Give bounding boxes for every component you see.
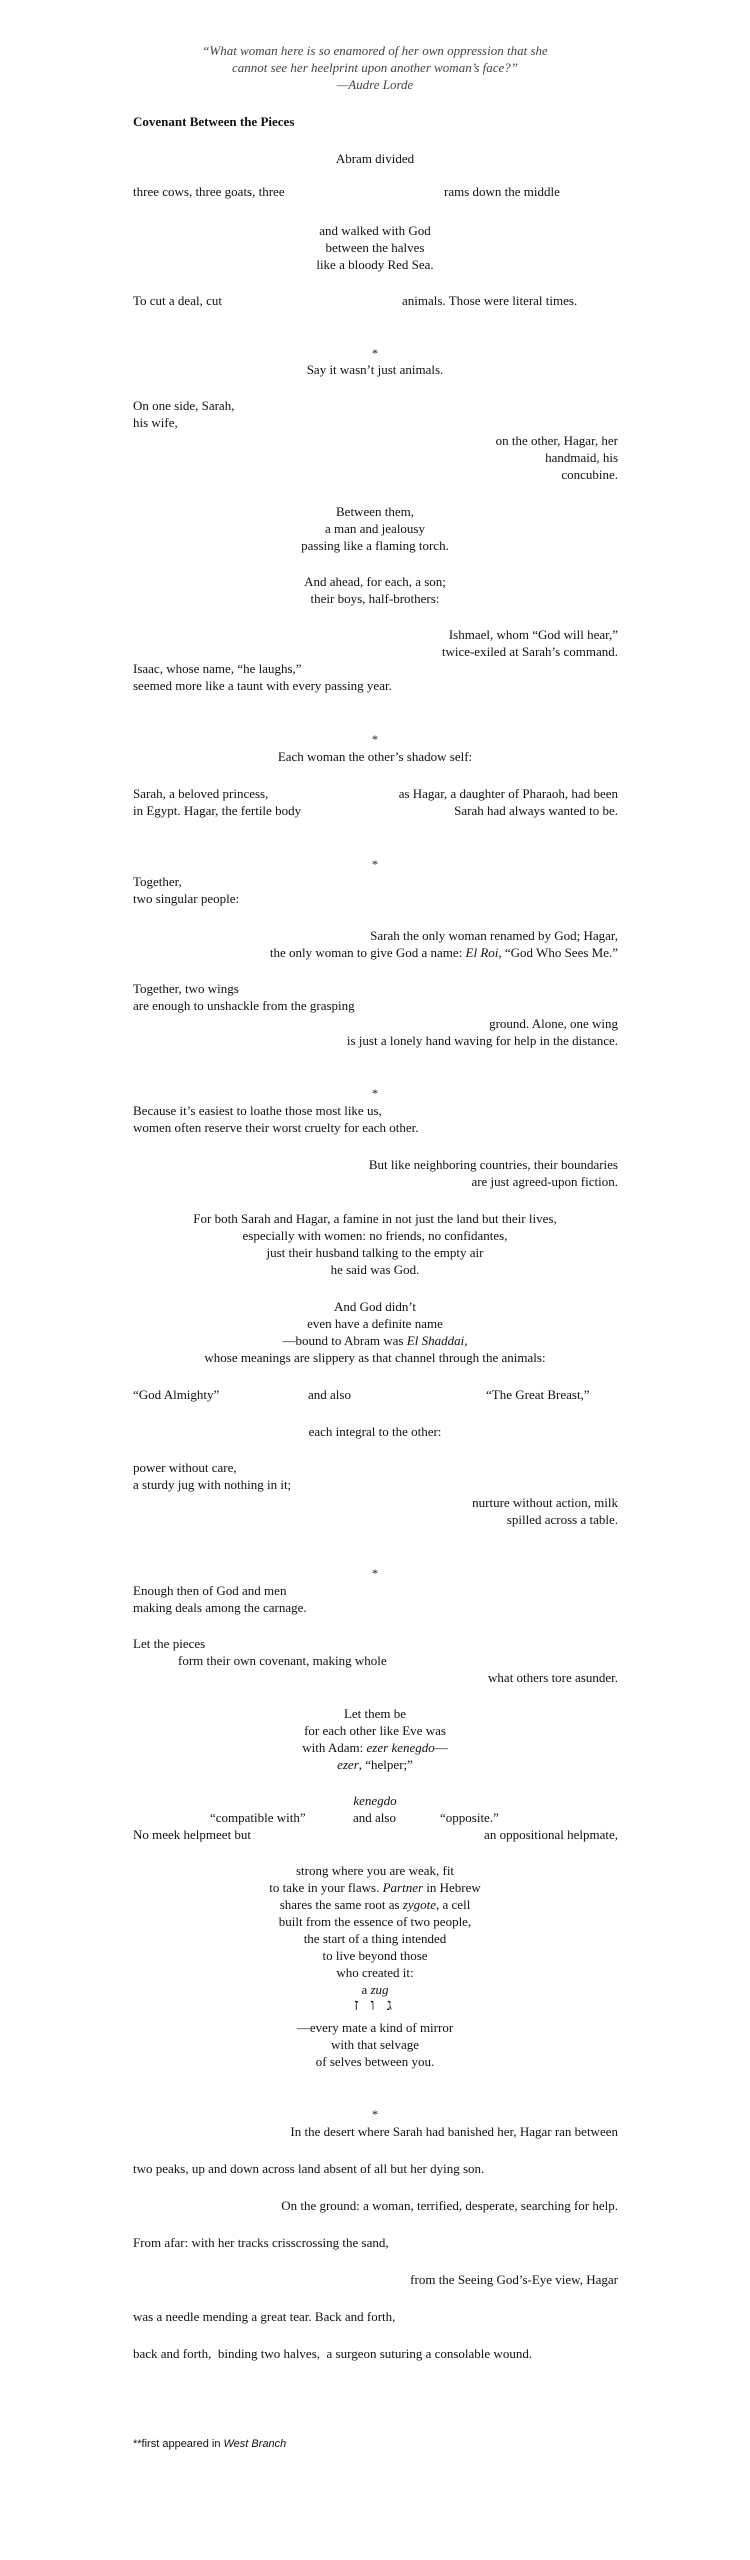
poem-line: a man and jealousy: [325, 521, 425, 536]
poem-line: back and forth, binding two halves, a surgeon suturing a consolable wound.: [133, 2346, 533, 2361]
footnote: [133, 2436, 286, 2453]
poem-line: To cut a deal, cut: [133, 293, 222, 308]
poem-line: an oppositional helpmate,: [484, 1827, 618, 1842]
poem-line: and also: [308, 1387, 351, 1402]
epigraph-attribution: —Audre Lorde: [336, 77, 414, 92]
italic-span: ezer kenegdo: [366, 1740, 435, 1755]
poem-line: making deals among the carnage.: [133, 1600, 307, 1615]
text-span: with Adam:: [302, 1740, 367, 1755]
poem-line: Let them be: [343, 1706, 407, 1721]
italic-span: ezer: [337, 1757, 359, 1772]
poem-line: are enough to unshackle from the grasping: [133, 998, 355, 1013]
poem-line: Together,: [133, 874, 182, 889]
hebrew-letters: ג ו ז: [354, 1997, 396, 2014]
poem-line: [0, 1879, 750, 1896]
poem-line: In the desert where Sarah had banished her, Hagar ran between: [290, 2124, 618, 2139]
poem-line: especially with women: no friends, no confidantes,: [242, 1228, 508, 1243]
text-span: a: [361, 1982, 371, 1997]
poem-line: on the other, Hagar, her: [495, 433, 618, 448]
poem-line: nurture without action, milk: [472, 1495, 618, 1510]
section-break-asterisk: *: [372, 2107, 378, 2121]
text-span: , “God Who Sees Me.”: [498, 945, 618, 960]
poem-line: From afar: with her tracks crisscrossing the sand,: [133, 2235, 389, 2250]
poem-line: their boys, half-brothers:: [310, 591, 440, 606]
poem-line: Sarah the only woman renamed by God; Hagar,: [370, 928, 618, 943]
poem-line: Each woman the other’s shadow self:: [277, 749, 473, 764]
poem-line: Ishmael, whom “God will hear,”: [448, 627, 618, 642]
text-span: the only woman to give God a name:: [269, 945, 466, 960]
poem-line: And God didn’t: [333, 1299, 417, 1314]
section-break-asterisk: *: [372, 857, 378, 871]
poem-line: [270, 944, 618, 961]
poem-line: “God Almighty”: [133, 1387, 220, 1402]
poem-line: twice-exiled at Sarah’s command.: [441, 644, 618, 659]
section-break-asterisk: *: [372, 1086, 378, 1100]
epigraph-line: cannot see her heelprint upon another woman’s face?”: [231, 60, 519, 75]
italic-span: El Roi: [465, 945, 499, 960]
poem-line: ground. Alone, one wing: [489, 1016, 618, 1031]
poem-line: Isaac, whose name, “he laughs,”: [133, 661, 302, 676]
poem-line: form their own covenant, making whole: [178, 1653, 387, 1668]
section-break-asterisk: *: [372, 346, 378, 360]
poem-line: like a bloody Red Sea.: [316, 257, 434, 272]
section-break-asterisk: *: [372, 732, 378, 746]
poem-line: he said was God.: [330, 1262, 420, 1277]
poem-line: and walked with God: [319, 223, 431, 238]
poem-line: even have a definite name: [307, 1316, 443, 1331]
poem-line: [0, 1756, 750, 1773]
poem-line: Sarah had always wanted to be.: [454, 803, 618, 818]
poem-line: as Hagar, a daughter of Pharaoh, had been: [398, 786, 618, 801]
poem-line: spilled across a table.: [506, 1512, 618, 1527]
poem-line: two peaks, up and down across land absent of all but her dying son.: [133, 2161, 485, 2176]
poem-line: On the ground: a woman, terrified, desperate, searching for help.: [281, 2198, 618, 2213]
poem-line: for each other like Eve was: [304, 1723, 446, 1738]
poem-line: what others tore asunder.: [488, 1670, 618, 1685]
poem-line: Between them,: [336, 504, 414, 519]
text-span: —: [434, 1740, 448, 1755]
poem-line: [0, 1896, 750, 1913]
text-span: , “helper;”: [358, 1757, 413, 1772]
poem-line: And ahead, for each, a son;: [304, 574, 446, 589]
text-span: a cell: [439, 1897, 471, 1912]
poem-line: Let the pieces: [133, 1636, 206, 1651]
poem-line: two singular people:: [133, 891, 240, 906]
poem-line: power without care,: [133, 1460, 237, 1475]
poem-line: On one side, Sarah,: [133, 398, 235, 413]
poem-line: his wife,: [133, 415, 178, 430]
poem-line: concubine.: [561, 467, 618, 482]
poem-line: from the Seeing God’s-Eye view, Hagar: [410, 2272, 618, 2287]
poem-line: of selves between you.: [315, 2054, 435, 2069]
poem-line: strong where you are weak, fit: [295, 1863, 455, 1878]
poem-line: rams down the middle: [444, 184, 560, 199]
poem-line: who created it:: [336, 1965, 414, 1980]
footnote-text: **first appeared in: [133, 2438, 224, 2450]
poem-line: is just a lonely hand waving for help in the distance.: [346, 1033, 618, 1048]
poem-line: with that selvage: [330, 2037, 420, 2052]
footnote-source: West Branch: [223, 2438, 287, 2450]
poem-line: Enough then of God and men: [133, 1583, 287, 1598]
text-span: —bound to Abram was: [282, 1333, 407, 1348]
poem-line: Sarah, a beloved princess,: [133, 786, 269, 801]
poem-line: the start of a thing intended: [303, 1931, 447, 1946]
poem-line: Abram divided: [335, 151, 415, 166]
poem-line: [0, 1332, 750, 1349]
poem-line: just their husband talking to the empty air: [266, 1245, 484, 1260]
poem-line: whose meanings are slippery as that channel through the animals:: [204, 1350, 546, 1365]
text-span: shares the same root as: [279, 1897, 403, 1912]
text-span: to take in your flaws.: [269, 1880, 383, 1895]
poem-line: and also: [353, 1810, 396, 1825]
italic-span: Partner: [382, 1880, 424, 1895]
poem-line: —every mate a kind of mirror: [296, 2020, 454, 2035]
italic-span: zygote,: [402, 1897, 440, 1912]
poem-line: kenegdo: [353, 1793, 397, 1808]
poem-line: was a needle mending a great tear. Back and forth,: [133, 2309, 396, 2324]
poem-line: “The Great Breast,”: [486, 1387, 590, 1402]
epigraph-line: “What woman here is so enamored of her own oppression that she: [202, 43, 548, 58]
poem-line: animals. Those were literal times.: [402, 293, 578, 308]
poem-line: between the halves: [325, 240, 425, 255]
poem-line: handmaid, his: [545, 450, 618, 465]
italic-span: zug: [370, 1982, 389, 1997]
poem-title: Covenant Between the Pieces: [133, 114, 295, 129]
text-span: ,: [464, 1333, 468, 1348]
poem-line: Say it wasn’t just animals.: [306, 362, 444, 377]
poem-line: But like neighboring countries, their boundaries: [368, 1157, 618, 1172]
poem-line: passing like a flaming torch.: [301, 538, 449, 553]
text-span: in Hebrew: [423, 1880, 481, 1895]
poem-line: No meek helpmeet but: [133, 1827, 252, 1842]
poem-line: each integral to the other:: [308, 1424, 442, 1439]
poem-line: women often reserve their worst cruelty for each other.: [133, 1120, 419, 1135]
poem-line: in Egypt. Hagar, the fertile body: [133, 803, 302, 818]
poem-line: three cows, three goats, three: [133, 184, 285, 199]
poem-line: [0, 1739, 750, 1756]
poem-line: are just agreed-upon fiction.: [471, 1174, 618, 1189]
poem-line: Because it’s easiest to loathe those most like us,: [133, 1103, 382, 1118]
poem-line: “opposite.”: [440, 1810, 499, 1825]
section-break-asterisk: *: [372, 1566, 378, 1580]
poem-line: to live beyond those: [322, 1948, 428, 1963]
italic-span: El Shaddai: [406, 1333, 465, 1348]
poem-line: “compatible with”: [210, 1810, 306, 1825]
poem-line: built from the essence of two people,: [278, 1914, 472, 1929]
poem-line: seemed more like a taunt with every passing year.: [133, 678, 392, 693]
poem-line: For both Sarah and Hagar, a famine in not just the land but their lives,: [193, 1211, 557, 1226]
poem-line: a sturdy jug with nothing in it;: [133, 1477, 292, 1492]
poem-line: Together, two wings: [133, 981, 239, 996]
